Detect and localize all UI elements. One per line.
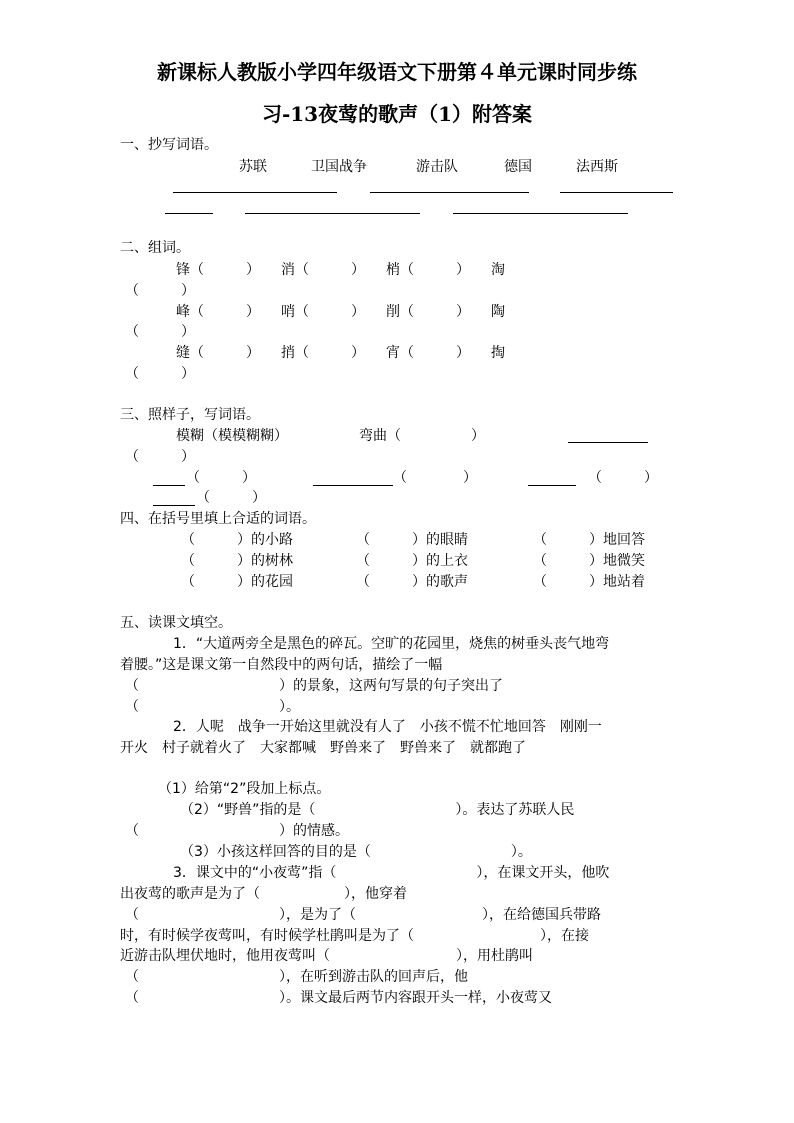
answer-line[interactable] bbox=[165, 213, 213, 214]
word-group-wrap: （ ） bbox=[125, 283, 195, 299]
word-1: 苏联 bbox=[239, 159, 267, 175]
fill-phrase: （ ）的歌声 bbox=[356, 574, 468, 590]
question-text: 3．课文中的“小夜莺”指（ ），在课文开头，他吹 bbox=[173, 865, 610, 881]
question-text: （3）小孩这样回答的目的是（ ）。 bbox=[180, 844, 532, 860]
fill-phrase: （ ）的花园 bbox=[181, 574, 293, 590]
paren-blank: （ ） bbox=[393, 470, 477, 486]
section-3-heading: 三、照样子，写词语。 bbox=[120, 407, 260, 423]
question-text: 出夜莺的歌声是为了（ ），他穿着 bbox=[120, 886, 407, 902]
question-text: （ ）。 bbox=[125, 699, 300, 715]
question-text: 着腰。”这是课文第一自然段中的两句话，描绘了一幅 bbox=[120, 657, 443, 673]
fill-phrase: （ ）地微笑 bbox=[533, 553, 645, 569]
word-group-wrap: （ ） bbox=[125, 324, 195, 340]
word-group-row: 缝（ ） 捎（ ） 宵（ ） 掏 bbox=[176, 345, 505, 361]
word-5: 法西斯 bbox=[576, 159, 618, 175]
section-1-heading: 一、抄写词语。 bbox=[120, 137, 218, 153]
page-title-line2: 习-13夜莺的歌声（1）附答案 bbox=[261, 102, 533, 126]
example-word: 模糊（模模糊糊） bbox=[176, 428, 288, 444]
question-text: （ ）的情感。 bbox=[125, 823, 349, 839]
section-5-heading: 五、读课文填空。 bbox=[120, 615, 232, 631]
answer-line[interactable] bbox=[245, 213, 420, 214]
page-title-line1: 新课标人教版小学四年级语文下册第４单元课时同步练 bbox=[157, 60, 637, 84]
answer-line[interactable] bbox=[528, 485, 576, 486]
word-group-row: 锋（ ） 消（ ） 梢（ ） 淘 bbox=[176, 262, 505, 278]
question-text: 时，有时候学夜莺叫，有时候学杜鹃叫是为了（ ），在接 bbox=[120, 928, 589, 944]
answer-line[interactable] bbox=[568, 442, 648, 443]
answer-line[interactable] bbox=[560, 192, 673, 193]
question-text: （ ），在听到游击队的回声后，他 bbox=[125, 969, 468, 985]
answer-line[interactable] bbox=[153, 485, 185, 486]
paren-blank: （ ） bbox=[125, 449, 195, 465]
question-text: （ ）。课文最后两节内容跟开头一样，小夜莺又 bbox=[125, 990, 552, 1006]
word-4: 德国 bbox=[504, 159, 532, 175]
question-text: （2）“野兽”指的是（ ）。表达了苏联人民 bbox=[180, 802, 575, 818]
word-3: 游击队 bbox=[416, 159, 458, 175]
section-4-heading: 四、在括号里填上合适的词语。 bbox=[120, 511, 316, 527]
question-text: （ ）的景象，这两句写景的句子突出了 bbox=[125, 678, 503, 694]
answer-line[interactable] bbox=[173, 192, 337, 193]
fill-phrase: （ ）的树林 bbox=[181, 553, 293, 569]
item-word: 弯曲（ ） bbox=[359, 428, 485, 444]
answer-line[interactable] bbox=[370, 192, 529, 193]
question-text: 2．人呢 战争一开始这里就没有人了 小孩不慌不忙地回答 刚刚一 bbox=[173, 719, 602, 735]
section-2-heading: 二、组词。 bbox=[120, 240, 190, 256]
paren-blank: （ ） bbox=[186, 470, 256, 486]
answer-line[interactable] bbox=[453, 213, 628, 214]
question-text: 开火 村子就着火了 大家都喊 野兽来了 野兽来了 就都跑了 bbox=[120, 740, 526, 756]
fill-phrase: （ ）的上衣 bbox=[356, 553, 468, 569]
question-text: （ ），是为了（ ），在给德国兵带路 bbox=[125, 907, 601, 923]
word-group-row: 峰（ ） 哨（ ） 削（ ） 陶 bbox=[176, 304, 505, 320]
paren-blank: （ ） bbox=[588, 470, 658, 486]
fill-phrase: （ ）地回答 bbox=[533, 532, 645, 548]
answer-line[interactable] bbox=[313, 485, 393, 486]
question-text: （1）给第“2”段加上标点。 bbox=[158, 781, 331, 797]
word-2: 卫国战争 bbox=[311, 159, 367, 175]
answer-line[interactable] bbox=[153, 505, 195, 506]
fill-phrase: （ ）的眼睛 bbox=[356, 532, 468, 548]
word-group-wrap: （ ） bbox=[125, 366, 195, 382]
fill-phrase: （ ）地站着 bbox=[533, 574, 645, 590]
question-text: 1．“大道两旁全是黑色的碎瓦。空旷的花园里，烧焦的树垂头丧气地弯 bbox=[173, 636, 610, 652]
question-text: 近游击队埋伏地时，他用夜莺叫（ ），用杜鹃叫 bbox=[120, 948, 533, 964]
paren-blank: （ ） bbox=[196, 490, 266, 506]
fill-phrase: （ ）的小路 bbox=[181, 532, 293, 548]
